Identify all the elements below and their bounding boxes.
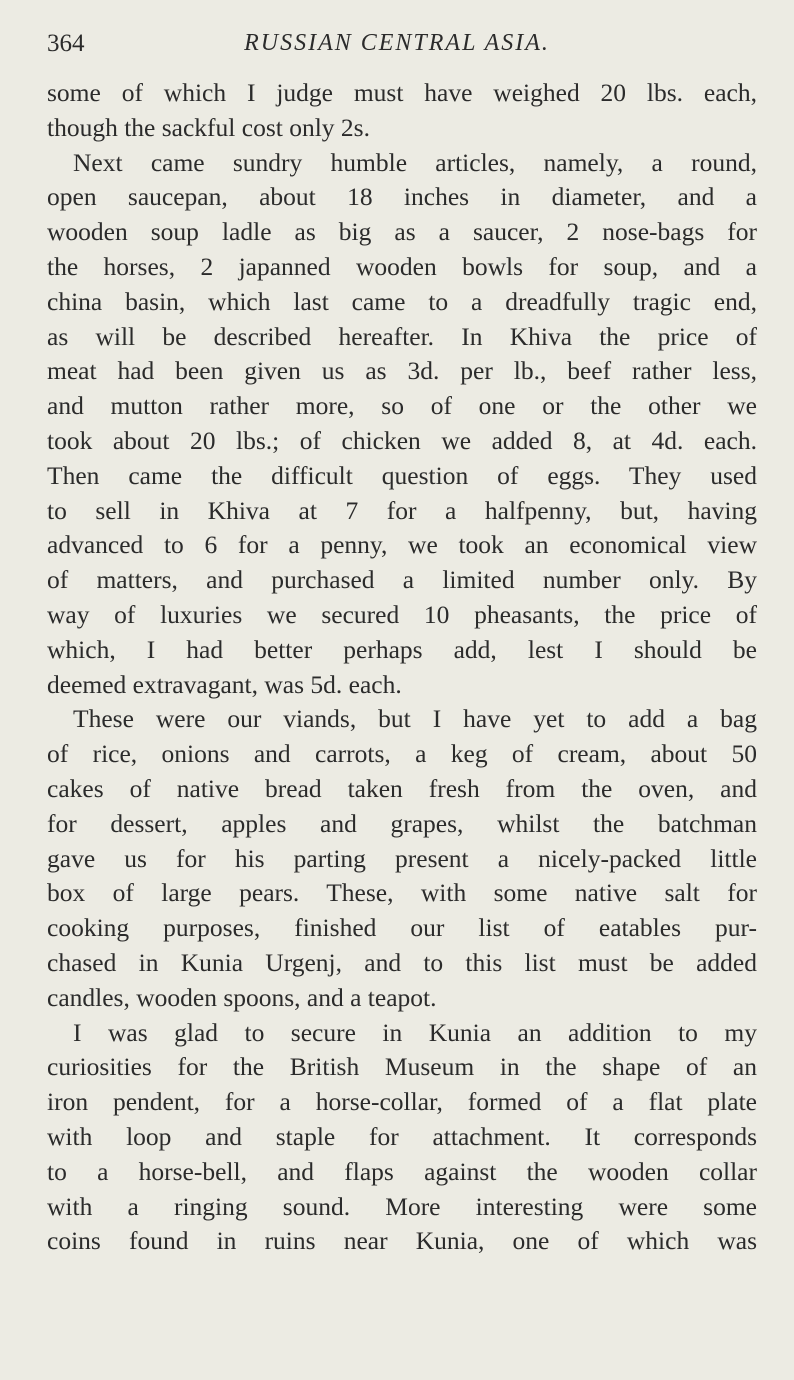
text-line: way of luxuries we secured 10 pheasants, the price of	[47, 599, 757, 629]
text-line: as will be described hereafter. In Khiva the price of	[47, 321, 757, 351]
page-number: 364	[47, 30, 85, 57]
text-line: which, I had better perhaps add, lest I should be	[47, 634, 757, 664]
text-line: iron pendent, for a horse-collar, formed of a flat plate	[47, 1087, 757, 1117]
text-line: of matters, and purchased a limited number only. By	[47, 565, 757, 595]
text-line: cooking purposes, finished our list of eatables pur-	[47, 913, 757, 943]
running-title: RUSSIAN CENTRAL ASIA.	[244, 30, 550, 56]
text-line: I was glad to secure in Kunia an addition to my	[73, 1017, 757, 1047]
text-line: box of large pears. These, with some native salt for	[47, 878, 757, 908]
text-line: Next came sundry humble articles, namely, a round,	[73, 147, 757, 177]
text-line: took about 20 lbs.; of chicken we added 8, at 4d. each.	[47, 425, 757, 455]
text-line: to a horse-bell, and flaps against the wooden collar	[47, 1156, 757, 1186]
text-line: open saucepan, about 18 inches in diameter, and a	[47, 182, 757, 212]
text-line: curiosities for the British Museum in the shape of an	[47, 1052, 757, 1082]
body-text	[47, 76, 757, 1259]
text-line: candles, wooden spoons, and a teapot.	[47, 982, 437, 1012]
text-line: meat had been given us as 3d. per lb., beef rather less,	[47, 356, 757, 386]
text-line: though the sackful cost only 2s.	[47, 112, 370, 142]
page-header	[0, 30, 794, 70]
text-line: wooden soup ladle as big as a saucer, 2 nose-bags for	[47, 217, 757, 247]
text-line: to sell in Khiva at 7 for a halfpenny, but, having	[47, 495, 757, 525]
text-line: Then came the difficult question of eggs. They used	[47, 460, 757, 490]
text-line: and mutton rather more, so of one or the other we	[47, 391, 757, 421]
text-line: for dessert, apples and grapes, whilst the batchman	[47, 808, 757, 838]
text-line: china basin, which last came to a dreadfully tragic end,	[47, 286, 757, 316]
text-line: These were our viands, but I have yet to add a bag	[73, 704, 757, 734]
text-line: some of which I judge must have weighed 20 lbs. each,	[47, 78, 757, 107]
text-line: the horses, 2 japanned wooden bowls for soup, and a	[47, 251, 757, 281]
text-line: deemed extravagant, was 5d. each.	[47, 669, 402, 699]
text-line: cakes of native bread taken fresh from the oven, and	[47, 773, 757, 803]
text-line: with a ringing sound. More interesting were some	[47, 1191, 757, 1221]
text-line: of rice, onions and carrots, a keg of cream, about 50	[47, 739, 757, 769]
text-line: coins found in ruins near Kunia, one of which was	[47, 1226, 757, 1256]
text-line: advanced to 6 for a penny, we took an economical view	[47, 530, 757, 560]
text-line: with loop and staple for attachment. It corresponds	[47, 1121, 757, 1151]
text-line: gave us for his parting present a nicely-packed little	[47, 843, 757, 873]
text-line: chased in Kunia Urgenj, and to this list must be added	[47, 947, 757, 977]
